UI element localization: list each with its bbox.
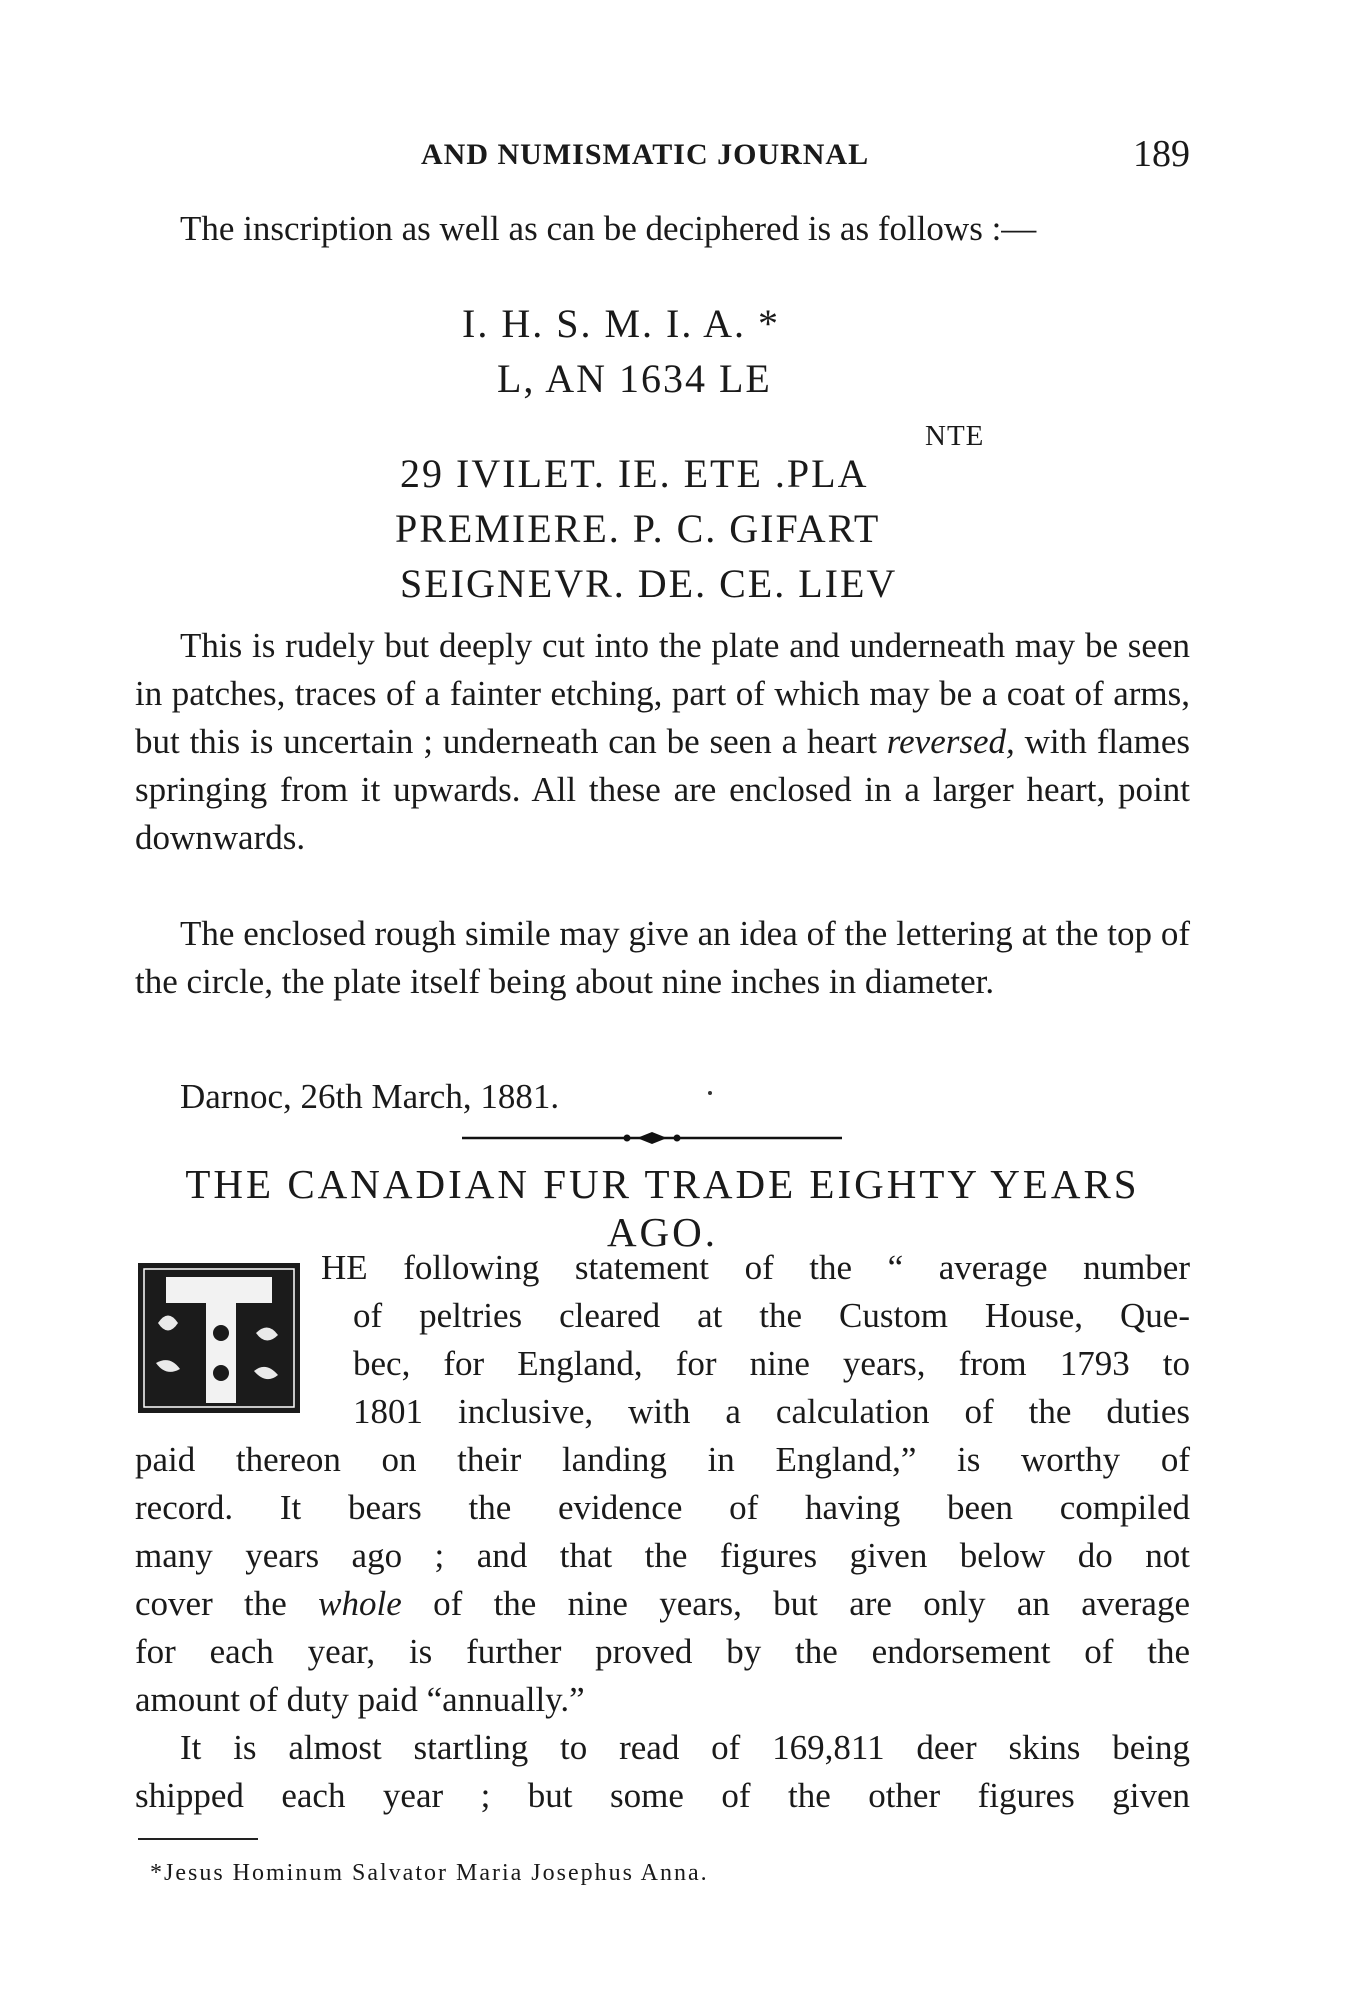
article-line-11: It is almost startling to read of 169,811 deer skins being: [180, 1728, 1190, 1767]
article-line-2: of peltries cleared at the Custom House, Que-: [353, 1296, 1190, 1335]
description-paragraph: [135, 622, 1190, 862]
intro-text: The inscription as well as can be deciphered is as follows :—: [180, 209, 1037, 248]
article-line-7: many years ago ; and that the figures given below do not: [135, 1536, 1190, 1575]
article-line-10: amount of duty paid “annually.”: [135, 1680, 585, 1719]
footnote-text: *Jesus Hominum Salvator Maria Josephus Anna.: [150, 1860, 709, 1886]
article-line-8-b: of the nine years, but are only an average: [401, 1584, 1191, 1623]
article-line-8-a: cover the: [135, 1584, 319, 1623]
intro-paragraph: [135, 205, 1190, 253]
article-whole-italic: whole: [318, 1584, 402, 1623]
article-line-9: for each year, is further proved by the endorsement of the: [135, 1632, 1190, 1671]
article-line-1: HE following statement of the “ average number: [321, 1248, 1190, 1287]
section-title-line-1: THE CANADIAN FUR TRADE EIGHTY YEARS: [185, 1161, 1140, 1207]
footnote-rule: [138, 1838, 258, 1840]
inscription-line-2: L, AN 1634 LE: [497, 356, 772, 401]
inscription-line-1: I. H. S. M. I. A. *: [462, 301, 781, 346]
decorated-initial-t: [138, 1263, 300, 1413]
article-line-5: paid thereon on their landing in England,” is worthy of: [135, 1440, 1190, 1479]
para1-italic: reversed,: [886, 722, 1015, 761]
inscription-superscript: NTE: [925, 420, 985, 452]
inscription-line-3: 29 IVILET. IE. ETE .PLA: [400, 451, 869, 496]
page-number: 189: [1133, 133, 1190, 175]
para1-text-b: with flames springing from it upwards. All these are enclosed in a larger heart, point downwards.: [135, 722, 1190, 857]
running-head: AND NUMISMATIC JOURNAL: [421, 138, 870, 171]
para2-text: The enclosed rough simile may give an idea of the lettering at the top of the circle, the plate itself being about nine inches in diameter.: [135, 914, 1190, 1001]
section-title-line-2: AGO.: [606, 1209, 719, 1255]
article-line-12: shipped each year ; but some of the other figures given: [135, 1776, 1190, 1815]
signature-line: Darnoc, 26th March, 1881.: [180, 1077, 560, 1116]
stray-dot: [708, 1091, 712, 1095]
section-divider-ornament: [462, 1131, 842, 1145]
page-header: [135, 133, 1190, 178]
para1-text-a: This is rudely but deeply cut into the plate and underneath may be seen in patches, traces of a fainter etching, part of which may be a coat of arms, but this is uncertain ; underneath can be seen a heart: [135, 626, 1190, 761]
inscription-line-5: SEIGNEVR. DE. CE. LIEV: [400, 561, 898, 606]
inscription-line-4: PREMIERE. P. C. GIFART: [395, 506, 881, 551]
article-line-8: [135, 1584, 1190, 1624]
dropcap-letter: T: [138, 1263, 139, 1264]
article-line-3: bec, for England, for nine years, from 1793 to: [353, 1344, 1190, 1383]
article-line-6: record. It bears the evidence of having been compiled: [135, 1488, 1190, 1527]
article-line-4: 1801 inclusive, with a calculation of the duties: [353, 1392, 1190, 1431]
simile-paragraph: [135, 910, 1190, 1006]
